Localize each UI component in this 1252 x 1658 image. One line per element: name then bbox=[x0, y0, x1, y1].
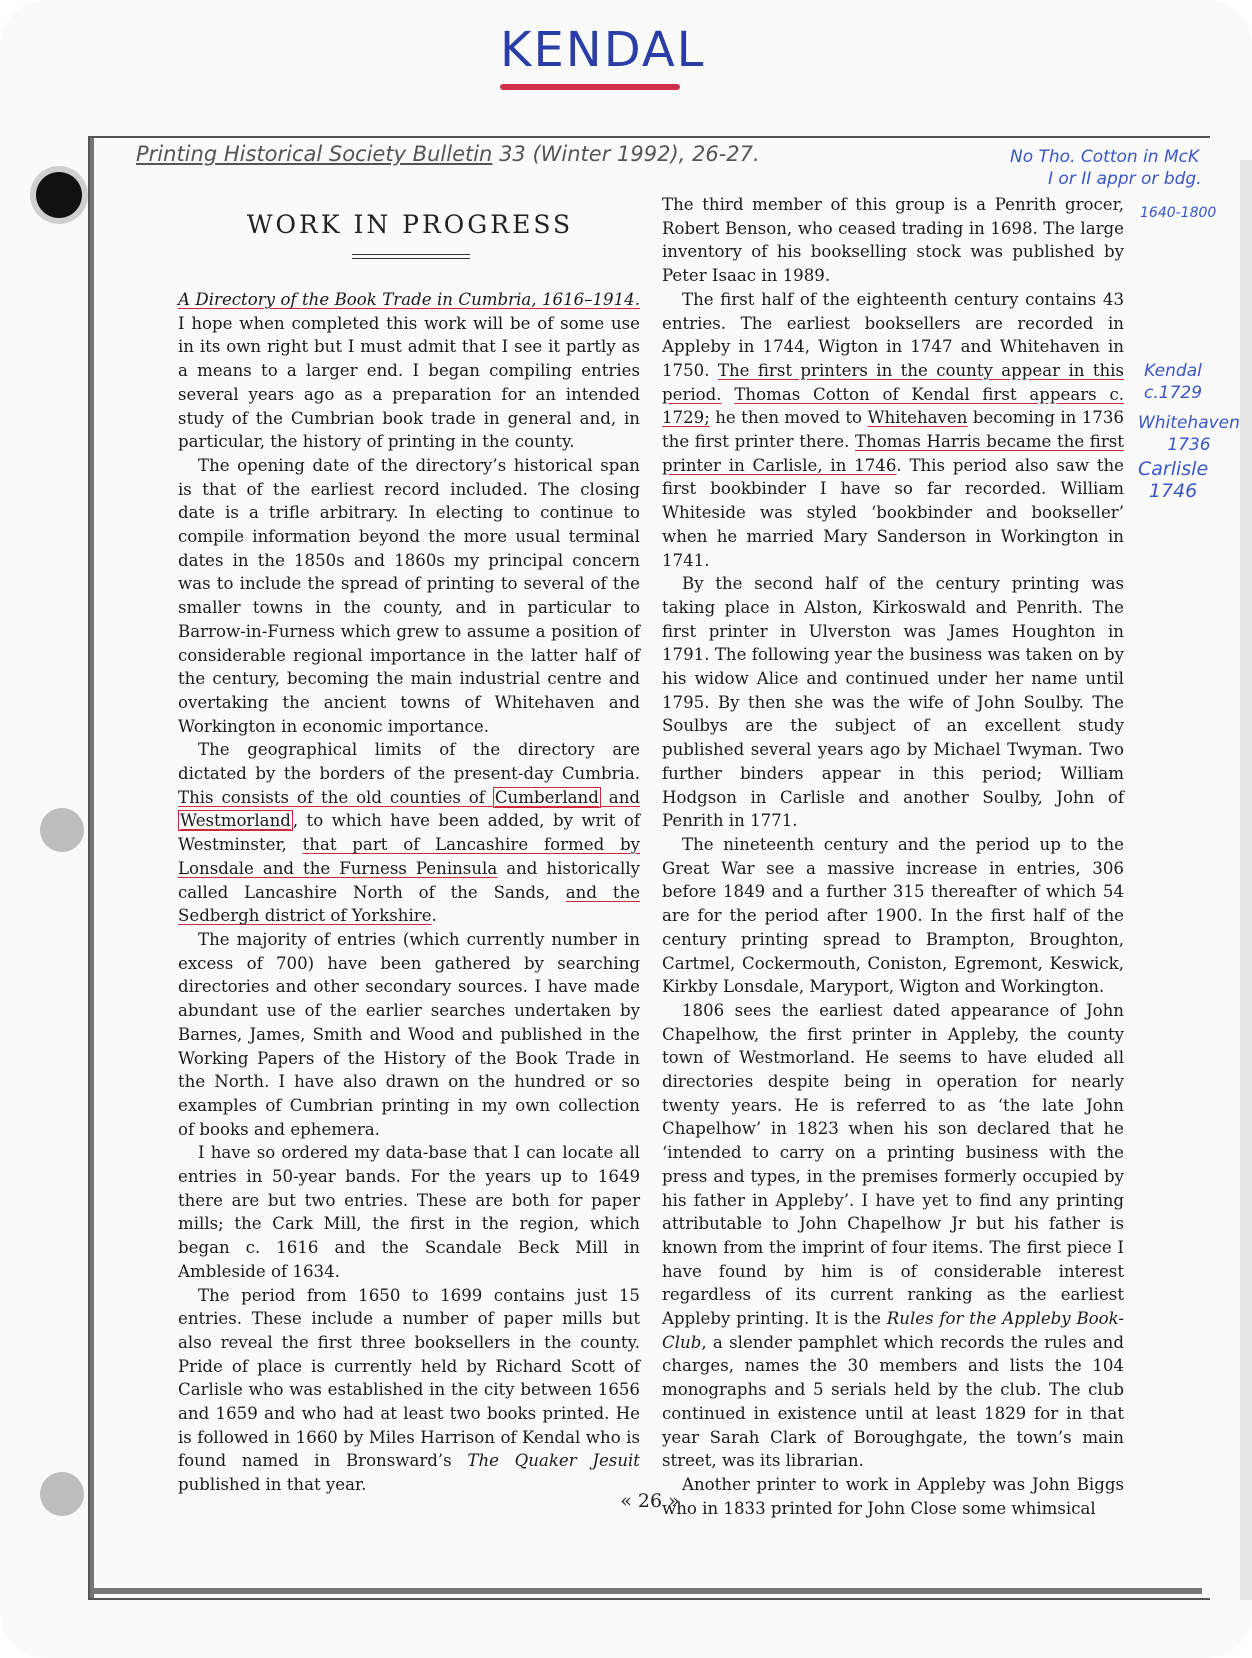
text-column-left bbox=[178, 288, 640, 1497]
handwritten-title: KENDAL bbox=[500, 22, 706, 78]
text-column-right bbox=[662, 193, 1124, 1520]
paragraph: The opening date of the directory’s historical span is that of the earliest record included. The closing date is a trifle arbitrary. In electing to continue to compile information beyond the more usual terminal dates in the 1850s and 1860s my principal concern was to include the spread of printing to several of the smaller towns in the county, and in particular to Barrow-in-Furness which grew to assume a position of considerable regional importance in the latter half of the century, becoming the main industrial centre and overtaking the ancient towns of Whitehaven and Workington in economic importance. bbox=[178, 455, 640, 736]
photocopy-frame-bottom bbox=[92, 1588, 1202, 1594]
paragraph: 1806 sees the earliest dated appearance of John Chapelhow, the first printer in Appleby, the county town of Westmorland. He seems to have eluded all directories despite being in operation for nearly twenty years. He is referred to as ‘the late John Chapelhow’ in 1823 when his son declared that he ‘intended to carry on a printing business with the press and types, in the premises formerly occupied by his father in Appleby’. I have yet to find any printing attributable to John Chapelhow Jr but his father is known from the imprint of four items. The first piece I have found by him is of considerable interest regardless of its current ranking as the earliest Appleby printing. It is the Rules for the Appleby Book-Club, a slender pamphlet which records the rules and charges, names the 30 members and lists the 104 monographs and 5 serials held by the club. The club continued in existence until at least 1829 for in that year Sarah Clark of Boroughgate, the town’s main street, was its librarian. bbox=[662, 1000, 1124, 1471]
margin-note-whitehaven: Whitehaven 1736 bbox=[1138, 413, 1240, 455]
paragraph: The nineteenth century and the period up to the Great War see a massive increase in entries, 306 before 1849 and a further 315 thereafter of which 54 are for the period after 1900. In the first half of the century printing spread to Brampton, Broughton, Cartmel, Cockermouth, Coniston, Egremont, Keswick, Kirkby Lonsdale, Maryport, Wigton and Workington. bbox=[662, 834, 1124, 997]
paragraph: The third member of this group is a Penrith grocer, Robert Benson, who ceased trading in 1698. The large inventory of his bookselling stock was published by Peter Isaac in 1989. bbox=[662, 195, 1124, 286]
binder-hole-bottom bbox=[40, 1472, 84, 1516]
boxed-cumberland: Cumberland bbox=[494, 787, 599, 807]
binder-hole-middle bbox=[40, 808, 84, 852]
source-reference bbox=[136, 142, 760, 166]
margin-note-kendal: Kendal c.1729 bbox=[1144, 361, 1203, 403]
heading-rule-top bbox=[352, 254, 470, 255]
heading-rule-bottom bbox=[352, 258, 470, 259]
title-underline bbox=[500, 84, 680, 90]
paragraph: A Directory of the Book Trade in Cumbria, 1616–1914. I hope when completed this work will be of some use in its own right but I must admit that I see it partly as a means to a larger end. I began compiling entries several years ago as a preparation for an intended study of the Cumbrian book trade in general and, in particular, the history of printing in the county. bbox=[178, 290, 640, 452]
paragraph: By the second half of the century printing was taking place in Alston, Kirkoswald and Penrith. The first printer in Ulverston was James Houghton in 1791. The following year the business was taken on by his widow Alice and continued under her name until 1795. By then she was the wife of John Soulby. The Soulbys are the subject of an excellent study published several years ago by Michael Twyman. Two further binders appear in this period; William Hodgson in Carlisle and another Soulby, John of Penrith in 1771. bbox=[662, 574, 1124, 831]
page-number: « 26 » bbox=[620, 1490, 680, 1512]
page-heading: WORK IN PROGRESS bbox=[246, 210, 574, 239]
binder-hole-top bbox=[36, 172, 82, 218]
paragraph: The first half of the eighteenth century contains 43 entries. The earliest booksellers are recorded in Appleby in 1744, Wigton in 1747 and Whitehaven in 1750. The first printers in the county appear in this period. Thomas Cotton of Kendal first appears c. 1729; he then moved to Whitehaven becoming in 1736 the first printer there. Thomas Harris became the first printer in Carlisle, in 1746. This period also saw the first bookbinder I have so far recorded. William Whiteside was styled ‘bookbinder and bookseller’ when he married Mary Sanderson in Workington in 1741. bbox=[662, 289, 1125, 570]
margin-note-carlisle: Carlisle 1746 bbox=[1138, 458, 1209, 502]
paragraph: The geographical limits of the directory are dictated by the borders of the present-day Cumbria. This consists of the old counties of Cumberland and Westmorland , to which have been added, by writ of Westminster, that part of Lancashire formed by Lonsdale and the Furness Peninsula and historically called Lancashire North of the Sands, and the Sedbergh district of Yorkshire. bbox=[178, 740, 640, 926]
margin-note-date-range: 1640-1800 bbox=[1140, 205, 1217, 221]
boxed-westmorland: Westmorland bbox=[180, 811, 291, 831]
paragraph: The period from 1650 to 1699 contains just 15 entries. These include a number of paper mills but also reveal the first three booksellers in the county. Pride of place is currently held by Richard Scott of Carlisle who was established in the city between 1656 and 1659 and who had at least two books printed. He is followed in 1660 by Miles Harrison of Kendal who is found named in Bronsward’s The Quaker Jesuit published in that year. bbox=[178, 1285, 640, 1495]
source-issue: 33 (Winter 1992), 26-27. bbox=[499, 142, 760, 166]
paragraph: Another printer to work in Appleby was John Biggs who in 1833 printed for John Close some whimsical bbox=[662, 1474, 1124, 1518]
directory-title: A Directory of the Book Trade in Cumbria, 1616–1914. bbox=[178, 290, 640, 309]
paragraph: The majority of entries (which currently number in excess of 700) have been gathered by searching directories and other secondary sources. I have made abundant use of the earlier searches undertaken by Barnes, James, Smith and Wood and published in the Working Papers of the History of the Book Trade in the North. I have also drawn on the hundred or so examples of Cumbrian printing in my own collection of books and ephemera. bbox=[178, 929, 640, 1139]
adjacent-page-edge bbox=[1240, 160, 1252, 1600]
margin-note-cotton: No Tho. Cotton in McK I or II appr or bdg. bbox=[1010, 147, 1202, 189]
paragraph: I have so ordered my data-base that I can locate all entries in 50-year bands. For the years up to 1649 there are but two entries. These are both for paper mills; the Cark Mill, the first in the region, which began c. 1616 and the Scandale Beck Mill in Ambleside of 1634. bbox=[178, 1143, 640, 1281]
source-journal: Printing Historical Society Bulletin bbox=[136, 142, 493, 166]
